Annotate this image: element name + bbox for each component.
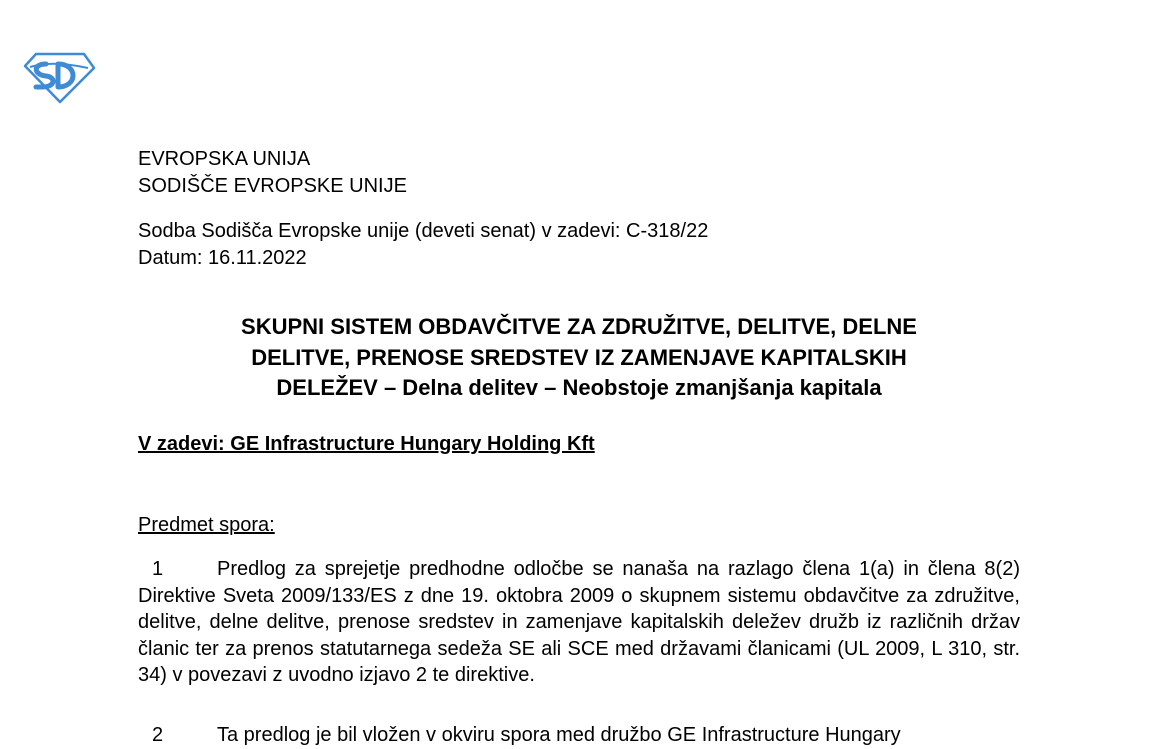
paragraph bbox=[138, 556, 1020, 689]
institution-line-2: SODIŠČE EVROPSKE UNIJE bbox=[138, 175, 407, 197]
subject-label: Predmet spora: bbox=[138, 514, 275, 536]
judgment-reference: Sodba Sodišča Evropske unije (deveti senat) v zadevi: C-318/22 bbox=[138, 220, 709, 242]
paragraph-number: 1 bbox=[152, 558, 164, 580]
institution-header bbox=[138, 146, 407, 200]
heading-line-3: DELEŽEV – Delna delitev – Neobstoje zmanjšanja kapitala bbox=[276, 375, 882, 400]
paragraph bbox=[138, 722, 1020, 749]
heading-line-1: SKUPNI SISTEM OBDAVČITVE ZA ZDRUŽITVE, DELITVE, DELNE bbox=[241, 314, 917, 339]
judgment-date: Datum: 16.11.2022 bbox=[138, 247, 307, 269]
paragraph-text: Predlog za sprejetje predhodne odločbe se nanaša na razlago člena 1(a) in člena 8(2) Direktive Sveta 2009/133/ES z dne 19. oktobra 2009 o skupnem sistemu obdavčitve za združitve, delitve, delne delitve, prenose sredstev in zamenjave kapitalskih deležev družb iz različnih držav članic ter za prenos statutarnega sedeža SE ali SCE med državami članicami (UL 2009, L 310, str. 34) v povezavi z uvodno izjavo 2 te direktive. bbox=[138, 558, 1020, 686]
paragraph-number: 2 bbox=[152, 724, 164, 746]
court-logo-icon bbox=[22, 50, 96, 104]
paragraph-text: Ta predlog je bil vložen v okviru spora med družbo GE Infrastructure Hungary bbox=[217, 724, 901, 746]
institution-line-1: EVROPSKA UNIJA bbox=[138, 148, 311, 170]
document-heading bbox=[138, 312, 1020, 404]
heading-line-2: DELITVE, PRENOSE SREDSTEV IZ ZAMENJAVE KAPITALSKIH bbox=[251, 344, 907, 370]
case-info bbox=[138, 218, 708, 272]
parties-line: V zadevi: GE Infrastructure Hungary Holding Kft bbox=[138, 433, 595, 455]
